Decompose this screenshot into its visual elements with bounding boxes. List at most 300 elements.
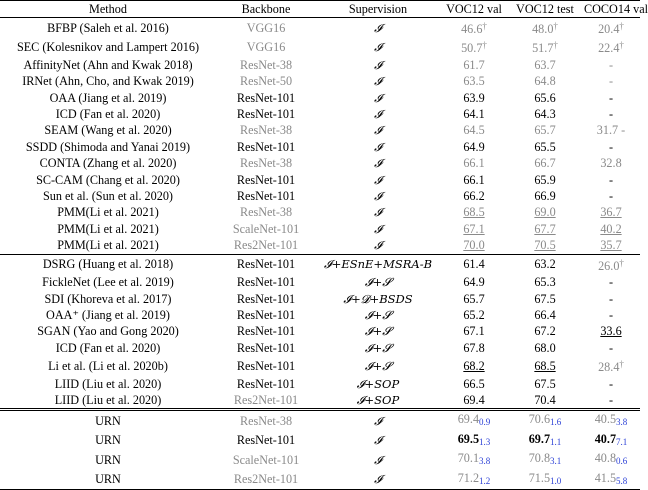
cell-method-text: CONTA (Zhang et al. 2020) <box>39 156 177 171</box>
cell-supervision <box>316 73 440 89</box>
cell-coco14-val-text: - <box>608 291 614 306</box>
cell-voc12-val-text: 64.1 <box>463 107 485 122</box>
cell-coco14-val-text: 32.8 <box>600 156 622 171</box>
cell-backbone <box>216 410 316 431</box>
cell-voc12-val-text: 64.9 <box>463 275 485 290</box>
cell-voc12-test <box>508 340 582 356</box>
cell-voc12-val-std: 3.8 <box>479 456 491 467</box>
cell-supervision <box>316 340 440 356</box>
table-row <box>0 254 640 274</box>
cell-backbone <box>216 307 316 323</box>
cell-coco14-val-text: - <box>608 107 614 122</box>
cell-method <box>0 221 216 237</box>
cell-method <box>0 450 216 469</box>
cell-supervision-text: 𝓘+SOP <box>356 392 400 407</box>
cell-voc12-test <box>508 90 582 106</box>
cell-coco14-val-text: 40.8 <box>594 451 617 466</box>
cell-method <box>0 291 216 307</box>
cell-method-text: OAA⁺ (Jiang et al. 2019) <box>46 307 170 322</box>
cell-coco14-val <box>582 307 640 323</box>
cell-backbone-text: ResNet-38 <box>239 57 293 72</box>
cell-voc12-test-text: 68.5 <box>534 358 556 373</box>
cell-voc12-test-text: 70.4 <box>534 392 556 407</box>
table-row <box>0 410 640 431</box>
cell-supervision-text: 𝓘 <box>374 189 382 204</box>
cell-coco14-val <box>582 340 640 356</box>
cell-voc12-val-text: 66.1 <box>463 172 485 187</box>
table-row <box>0 392 640 410</box>
cell-supervision <box>316 37 440 56</box>
cell-supervision-text: 𝓘 <box>374 472 382 487</box>
cell-voc12-test-text: 67.2 <box>534 324 556 339</box>
cell-voc12-val-text: 61.7 <box>463 57 485 72</box>
cell-supervision <box>316 470 440 490</box>
cell-coco14-val <box>582 155 640 171</box>
cell-voc12-test <box>508 188 582 204</box>
cell-voc12-val-text: 70.0 <box>463 238 485 253</box>
cell-method-text: ICD (Fan et al. 2020) <box>55 107 161 122</box>
cell-method-text: URN <box>95 433 121 448</box>
cell-coco14-val-text: 41.5 <box>594 470 617 485</box>
cell-method-text: AffinityNet (Ahn and Kwak 2018) <box>23 57 193 72</box>
cell-voc12-test-std: 3.1 <box>550 456 562 467</box>
cell-backbone-text: Res2Net-101 <box>233 238 299 253</box>
cell-backbone-text: ScaleNet-101 <box>232 452 300 467</box>
cell-backbone-text: ResNet-101 <box>236 376 296 391</box>
table-row <box>0 139 640 155</box>
cell-voc12-test-mark: † <box>553 21 558 31</box>
cell-method-text: URN <box>95 452 121 467</box>
cell-method-text: PMM(Li et al. 2021) <box>57 238 159 253</box>
cell-voc12-test-text: 66.7 <box>534 156 556 171</box>
table-row <box>0 188 640 204</box>
cell-method-text: PMM(Li et al. 2021) <box>57 205 159 220</box>
cell-method-text: LIID (Liu et al. 2020) <box>54 392 162 407</box>
cell-voc12-test <box>508 139 582 155</box>
cell-coco14-val-text: - <box>608 172 614 187</box>
cell-voc12-test-text: 68.0 <box>534 340 556 355</box>
cell-coco14-val <box>582 323 640 339</box>
table-row <box>0 376 640 392</box>
cell-supervision-text: 𝓘 <box>374 74 382 89</box>
table-row <box>0 18 640 38</box>
cell-method <box>0 237 216 254</box>
cell-backbone <box>216 122 316 138</box>
cell-coco14-val-text: - <box>608 307 614 322</box>
cell-backbone <box>216 431 316 450</box>
cell-backbone <box>216 73 316 89</box>
cell-backbone-text: ResNet-101 <box>236 358 296 373</box>
cell-voc12-val-text: 66.1 <box>463 156 485 171</box>
cell-method <box>0 307 216 323</box>
cell-supervision-text: 𝓘+𝓢 <box>364 307 392 322</box>
cell-supervision-text: 𝓘+𝓢 <box>364 324 392 339</box>
cell-coco14-val-text: - <box>608 90 614 105</box>
cell-backbone <box>216 57 316 73</box>
cell-supervision <box>316 431 440 450</box>
cell-voc12-val-text: 69.4 <box>457 412 480 427</box>
cell-method-text: URN <box>95 472 121 487</box>
cell-method-text: URN <box>95 413 121 428</box>
cell-coco14-val-text: - <box>608 340 614 355</box>
cell-method <box>0 106 216 122</box>
cell-method <box>0 155 216 171</box>
cell-voc12-val-std: 1.2 <box>479 475 491 486</box>
cell-backbone <box>216 18 316 38</box>
table-row <box>0 122 640 138</box>
cell-voc12-val <box>440 340 508 356</box>
cell-voc12-val-text: 69.5 <box>457 431 480 446</box>
cell-voc12-test <box>508 431 582 450</box>
cell-coco14-val <box>582 90 640 106</box>
cell-voc12-val-text: 69.4 <box>463 392 485 407</box>
cell-coco14-val-text: 36.7 <box>600 205 622 220</box>
cell-voc12-val <box>440 106 508 122</box>
table-row <box>0 57 640 73</box>
cell-backbone <box>216 392 316 410</box>
table-row <box>0 323 640 339</box>
cell-method-text: FickleNet (Lee et al. 2019) <box>42 275 174 290</box>
cell-voc12-val <box>440 450 508 469</box>
cell-backbone <box>216 106 316 122</box>
cell-supervision <box>316 204 440 220</box>
table-row <box>0 431 640 450</box>
cell-coco14-val <box>582 73 640 89</box>
cell-supervision <box>316 274 440 290</box>
cell-voc12-val-mark: † <box>482 21 487 31</box>
cell-voc12-test-text: 63.2 <box>534 257 556 272</box>
cell-supervision-text: 𝓘 <box>374 172 382 187</box>
cell-voc12-val-mark: † <box>482 40 487 51</box>
cell-supervision-text: 𝓘+𝓢 <box>364 275 392 290</box>
cell-supervision <box>316 410 440 431</box>
cell-voc12-test <box>508 18 582 38</box>
cell-method <box>0 37 216 56</box>
cell-voc12-val-text: 66.5 <box>463 376 485 391</box>
cell-method <box>0 204 216 220</box>
cell-voc12-val-text: 66.2 <box>463 189 485 204</box>
cell-coco14-val <box>582 470 640 490</box>
cell-supervision-text: 𝓘 <box>374 156 382 171</box>
cell-coco14-val <box>582 37 640 56</box>
cell-voc12-val-text: 65.7 <box>463 291 485 306</box>
cell-coco14-val-text: - <box>608 74 614 89</box>
cell-backbone <box>216 155 316 171</box>
cell-backbone-text: ResNet-101 <box>236 307 296 322</box>
header-voc12-val: VOC12 val <box>440 1 508 18</box>
cell-method <box>0 470 216 490</box>
cell-voc12-val <box>440 57 508 73</box>
cell-voc12-val <box>440 139 508 155</box>
cell-supervision-text: 𝓘 <box>374 107 382 122</box>
cell-voc12-val <box>440 356 508 375</box>
cell-backbone-text: ResNet-101 <box>236 275 296 290</box>
cell-voc12-val-text: 64.5 <box>463 123 485 138</box>
cell-supervision <box>316 139 440 155</box>
cell-voc12-val <box>440 73 508 89</box>
cell-voc12-test <box>508 376 582 392</box>
cell-voc12-test-mark: † <box>553 40 558 51</box>
cell-voc12-val <box>440 392 508 410</box>
cell-backbone-text: ResNet-50 <box>239 74 293 89</box>
cell-backbone-text: ResNet-38 <box>239 123 293 138</box>
cell-backbone <box>216 340 316 356</box>
cell-coco14-val-text: 20.4 <box>598 22 620 36</box>
cell-voc12-test-text: 70.5 <box>534 238 556 253</box>
cell-voc12-test-text: 69.0 <box>534 205 556 220</box>
cell-supervision-text: 𝓘+𝓓+BSDS <box>343 291 413 306</box>
cell-method <box>0 376 216 392</box>
cell-coco14-val-text: 35.7 <box>600 238 622 253</box>
cell-coco14-val <box>582 221 640 237</box>
cell-coco14-val <box>582 410 640 431</box>
cell-coco14-val <box>582 356 640 375</box>
cell-voc12-val <box>440 188 508 204</box>
cell-method-text: OAA (Jiang et al. 2019) <box>49 90 167 105</box>
cell-voc12-test-std: 1.1 <box>550 436 562 447</box>
cell-method-text: IRNet (Ahn, Cho, and Kwak 2019) <box>22 74 194 89</box>
cell-coco14-val-text: - <box>608 392 614 407</box>
cell-voc12-val <box>440 307 508 323</box>
cell-supervision <box>316 57 440 73</box>
cell-voc12-val <box>440 470 508 490</box>
table-row <box>0 37 640 56</box>
cell-supervision <box>316 18 440 38</box>
table-row <box>0 450 640 469</box>
cell-voc12-val <box>440 90 508 106</box>
cell-voc12-test-text: 65.9 <box>534 172 556 187</box>
cell-coco14-val <box>582 106 640 122</box>
cell-voc12-test <box>508 37 582 56</box>
cell-voc12-val <box>440 323 508 339</box>
cell-coco14-val-text: 26.0 <box>598 258 620 273</box>
cell-coco14-val-text: 22.4 <box>598 41 620 56</box>
cell-backbone <box>216 356 316 375</box>
cell-supervision-text: 𝓘 <box>374 452 382 467</box>
cell-supervision-text: 𝓘 <box>374 433 382 448</box>
cell-backbone <box>216 172 316 188</box>
cell-coco14-val <box>582 57 640 73</box>
table-row <box>0 237 640 254</box>
cell-voc12-test <box>508 291 582 307</box>
cell-voc12-test-text: 51.7 <box>532 41 554 56</box>
cell-voc12-val <box>440 37 508 56</box>
cell-coco14-val-text: 40.5 <box>594 412 617 427</box>
table-row <box>0 90 640 106</box>
cell-method-text: DSRG (Huang et al. 2018) <box>42 257 174 272</box>
cell-supervision-text: 𝓘 <box>374 39 382 54</box>
cell-coco14-val-text: 40.7 <box>594 431 617 446</box>
cell-coco14-val-mark: † <box>619 21 624 31</box>
header-coco14-val: COCO14 val <box>584 2 648 16</box>
table-body <box>0 18 640 490</box>
cell-method <box>0 254 216 274</box>
cell-voc12-val <box>440 376 508 392</box>
cell-backbone <box>216 274 316 290</box>
cell-backbone <box>216 254 316 274</box>
cell-supervision-text: 𝓘+𝓢 <box>364 358 392 373</box>
cell-voc12-test <box>508 155 582 171</box>
cell-backbone <box>216 376 316 392</box>
cell-method <box>0 340 216 356</box>
cell-method <box>0 274 216 290</box>
cell-voc12-test-text: 65.5 <box>534 139 556 154</box>
cell-voc12-val-text: 71.2 <box>457 470 480 485</box>
table-row <box>0 356 640 375</box>
cell-voc12-val-text: 63.5 <box>463 74 485 89</box>
cell-voc12-val-text: 68.5 <box>463 205 485 220</box>
table-row <box>0 274 640 290</box>
cell-voc12-val-std: 0.9 <box>479 417 491 428</box>
cell-voc12-val-text: 61.4 <box>463 257 485 272</box>
cell-voc12-val-std: 1.3 <box>479 436 491 447</box>
table-row <box>0 470 640 490</box>
cell-supervision-text: 𝓘 <box>374 57 382 72</box>
cell-voc12-test <box>508 57 582 73</box>
cell-voc12-val <box>440 172 508 188</box>
cell-coco14-val <box>582 274 640 290</box>
table-row <box>0 106 640 122</box>
cell-voc12-val <box>440 204 508 220</box>
cell-voc12-test <box>508 237 582 254</box>
cell-backbone <box>216 291 316 307</box>
cell-supervision-text: 𝓘 <box>374 139 382 154</box>
cell-voc12-test-text: 48.0 <box>532 22 554 36</box>
cell-backbone-text: ResNet-38 <box>239 413 293 428</box>
cell-backbone-text: ScaleNet-101 <box>232 221 300 236</box>
cell-coco14-val <box>582 122 640 138</box>
cell-supervision <box>316 221 440 237</box>
cell-backbone-text: Res2Net-101 <box>233 392 299 407</box>
cell-voc12-test-text: 65.7 <box>534 123 556 138</box>
cell-voc12-val-text: 65.2 <box>463 307 485 322</box>
cell-coco14-val <box>582 139 640 155</box>
cell-voc12-test <box>508 106 582 122</box>
cell-supervision-text: 𝓘 <box>374 90 382 105</box>
cell-backbone-text: ResNet-38 <box>239 156 293 171</box>
cell-supervision <box>316 392 440 410</box>
cell-backbone-text: VGG16 <box>246 20 286 35</box>
cell-supervision <box>316 122 440 138</box>
cell-coco14-val-text: - <box>608 376 614 391</box>
cell-voc12-test <box>508 470 582 490</box>
cell-voc12-test <box>508 356 582 375</box>
cell-supervision-text: 𝓘 <box>374 20 382 35</box>
cell-method <box>0 172 216 188</box>
cell-method-text: PMM(Li et al. 2021) <box>57 221 159 236</box>
cell-voc12-val <box>440 221 508 237</box>
cell-voc12-test <box>508 122 582 138</box>
header-supervision: Supervision <box>316 1 440 18</box>
cell-method-text: Li et al. (Li et al. 2020b) <box>48 358 168 373</box>
cell-coco14-val-std: 5.8 <box>616 475 628 486</box>
cell-backbone-text: ResNet-101 <box>236 189 296 204</box>
cell-voc12-test <box>508 204 582 220</box>
cell-voc12-test-text: 65.3 <box>534 275 556 290</box>
cell-supervision-text: 𝓘 <box>374 123 382 138</box>
cell-backbone-text: ResNet-101 <box>236 340 296 355</box>
header-backbone: Backbone <box>216 1 316 18</box>
cell-voc12-test <box>508 392 582 410</box>
cell-coco14-val <box>582 18 640 38</box>
cell-backbone <box>216 450 316 469</box>
cell-coco14-val-text: - <box>608 139 614 154</box>
cell-coco14-val <box>582 188 640 204</box>
cell-supervision-text: 𝓘+SOP <box>356 376 400 391</box>
cell-method-text: BFBP (Saleh et al. 2016) <box>47 20 169 35</box>
cell-backbone <box>216 204 316 220</box>
cell-backbone <box>216 90 316 106</box>
cell-voc12-val-text: 70.1 <box>457 451 480 466</box>
cell-coco14-val-text: - <box>608 189 614 204</box>
cell-method <box>0 410 216 431</box>
cell-voc12-test <box>508 323 582 339</box>
cell-voc12-val-text: 67.8 <box>463 340 485 355</box>
cell-voc12-test <box>508 221 582 237</box>
cell-coco14-val-std: 3.8 <box>616 417 628 428</box>
cell-method-text: ICD (Fan et al. 2020) <box>55 340 161 355</box>
cell-coco14-val-text: 31.7 - <box>596 123 626 138</box>
cell-voc12-val-text: 63.9 <box>463 90 485 105</box>
cell-coco14-val-text: - <box>608 275 614 290</box>
cell-voc12-test-text: 67.5 <box>534 291 556 306</box>
cell-supervision <box>316 237 440 254</box>
cell-supervision-text: 𝓘+𝓢 <box>364 340 392 355</box>
cell-supervision <box>316 155 440 171</box>
cell-method-text: SEC (Kolesnikov and Lampert 2016) <box>16 39 200 54</box>
cell-voc12-test-text: 63.7 <box>534 57 556 72</box>
cell-coco14-val-std: 7.1 <box>616 436 628 447</box>
cell-method <box>0 57 216 73</box>
cell-method <box>0 73 216 89</box>
cell-voc12-test-text: 69.7 <box>528 431 551 446</box>
cell-backbone <box>216 323 316 339</box>
cell-voc12-test-text: 65.6 <box>534 90 556 105</box>
cell-voc12-test-text: 70.8 <box>528 451 551 466</box>
cell-backbone-text: ResNet-38 <box>239 205 293 220</box>
cell-supervision <box>316 106 440 122</box>
cell-coco14-val <box>582 172 640 188</box>
cell-voc12-val <box>440 237 508 254</box>
cell-supervision-text: 𝓘 <box>374 221 382 236</box>
cell-method-text: SC-CAM (Chang et al. 2020) <box>36 172 180 187</box>
cell-coco14-val-std: 0.6 <box>616 456 628 467</box>
cell-voc12-test <box>508 254 582 274</box>
cell-voc12-val-text: 64.9 <box>463 139 485 154</box>
cell-backbone <box>216 139 316 155</box>
cell-method <box>0 323 216 339</box>
cell-backbone-text: ResNet-101 <box>236 433 296 448</box>
cell-coco14-val <box>582 431 640 450</box>
cell-coco14-val-text: 40.2 <box>600 221 622 236</box>
table-row <box>0 172 640 188</box>
cell-supervision <box>316 376 440 392</box>
cell-supervision-text: 𝓘 <box>374 238 382 253</box>
cell-method-text: LIID (Liu et al. 2020) <box>54 376 162 391</box>
cell-voc12-test-text: 67.7 <box>534 221 556 236</box>
cell-backbone-text: ResNet-101 <box>236 107 296 122</box>
table-row <box>0 73 640 89</box>
table-row <box>0 340 640 356</box>
cell-backbone-text: ResNet-101 <box>236 172 296 187</box>
cell-voc12-test <box>508 73 582 89</box>
cell-voc12-test <box>508 172 582 188</box>
cell-voc12-val-text: 50.7 <box>461 41 483 56</box>
cell-voc12-test-text: 71.5 <box>528 470 551 485</box>
cell-voc12-test-text: 70.6 <box>528 412 551 427</box>
cell-voc12-val-text: 46.6 <box>461 22 483 36</box>
table-row <box>0 307 640 323</box>
